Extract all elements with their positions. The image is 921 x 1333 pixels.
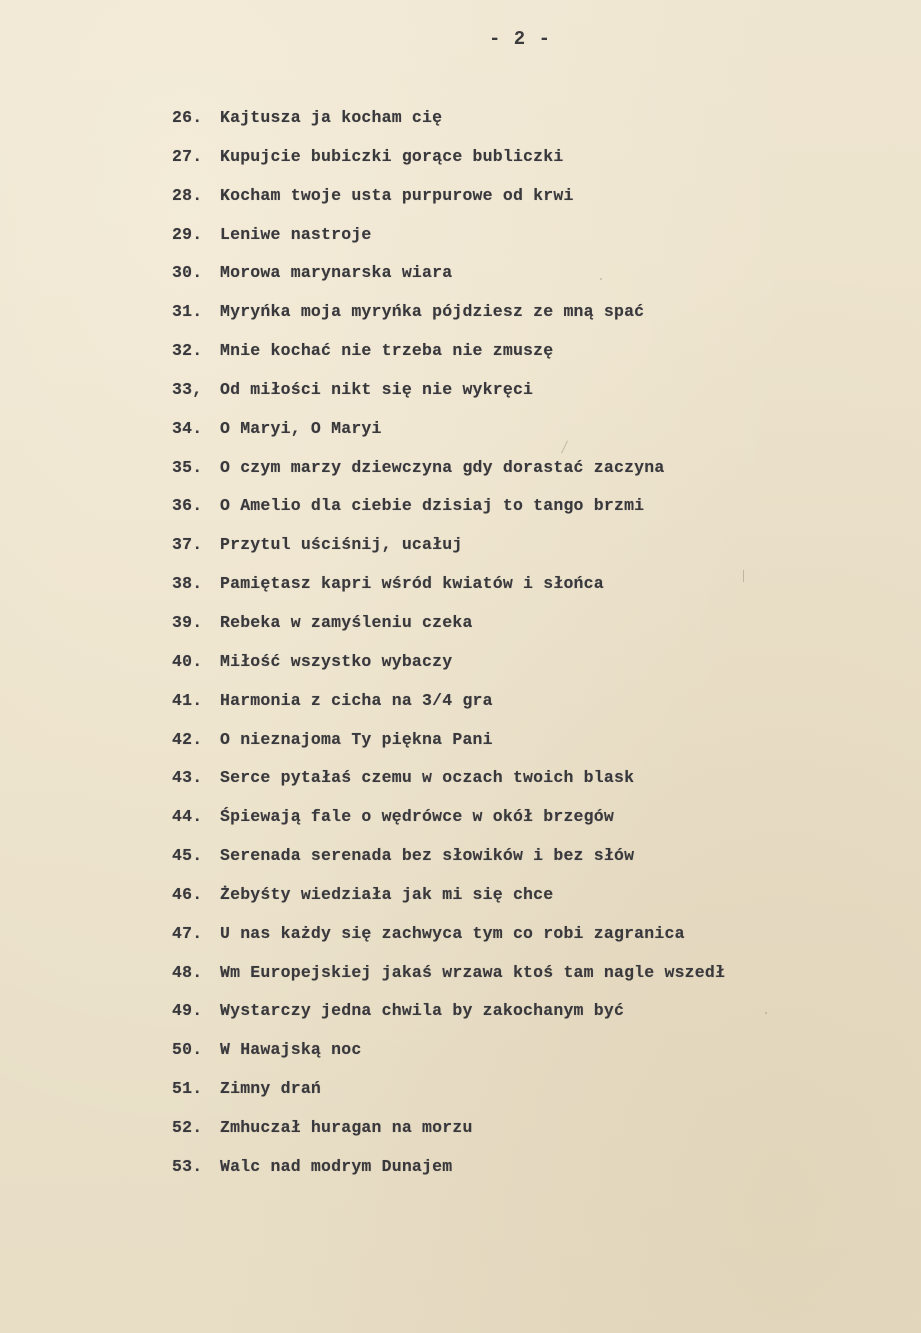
- item-title: Serce pytałaś czemu w oczach twoich blask: [220, 768, 635, 788]
- item-title: O Maryi, O Maryi: [220, 418, 382, 438]
- item-number: 49.: [172, 1001, 203, 1021]
- item-number: 34.: [172, 418, 203, 438]
- page-number: - 2 -: [488, 28, 551, 50]
- item-title: Wystarczy jedna chwila by zakochanym być: [220, 1001, 625, 1021]
- song-list: [172, 108, 725, 1196]
- item-number: 48.: [172, 962, 203, 982]
- list-item: [172, 108, 725, 147]
- list-item: [172, 186, 725, 225]
- list-item: [172, 574, 725, 613]
- list-item: [172, 263, 725, 302]
- item-number: 50.: [172, 1040, 203, 1060]
- item-number: 28.: [172, 185, 203, 205]
- list-item: [172, 302, 725, 341]
- item-number: 39.: [172, 612, 203, 632]
- item-number: 38.: [172, 574, 203, 594]
- list-item: [172, 885, 725, 924]
- paper-speck: [765, 1012, 767, 1014]
- item-number: 46.: [172, 884, 203, 904]
- item-title: Rebeka w zamyśleniu czeka: [220, 612, 473, 632]
- item-title: Leniwe nastroje: [220, 224, 372, 244]
- list-item: [172, 963, 725, 1002]
- item-title: Kupujcie bubiczki gorące bubliczki: [220, 146, 564, 166]
- list-item: [172, 846, 725, 885]
- item-number: 44.: [172, 807, 203, 827]
- item-number: 33,: [172, 379, 203, 399]
- list-item: [172, 652, 725, 691]
- list-item: [172, 1040, 725, 1079]
- item-title: Żebyśty wiedziała jak mi się chce: [220, 884, 554, 904]
- item-title: Kajtusza ja kocham cię: [220, 108, 443, 127]
- item-title: O nieznajoma Ty piękna Pani: [220, 729, 493, 749]
- item-number: 27.: [172, 146, 203, 166]
- item-title: Od miłości nikt się nie wykręci: [220, 379, 534, 399]
- list-item: [172, 924, 725, 963]
- item-number: 42.: [172, 729, 203, 749]
- list-item: [172, 1079, 725, 1118]
- item-number: 30.: [172, 263, 203, 283]
- list-item: [172, 458, 725, 497]
- item-title: Zmhuczał huragan na morzu: [220, 1117, 473, 1137]
- item-title: Pamiętasz kapri wśród kwiatów i słońca: [220, 574, 604, 594]
- item-number: 29.: [172, 224, 203, 244]
- list-item: [172, 1118, 725, 1157]
- list-item: [172, 496, 725, 535]
- item-number: 36.: [172, 496, 203, 516]
- item-number: 52.: [172, 1117, 203, 1137]
- item-number: 43.: [172, 768, 203, 788]
- item-number: 32.: [172, 341, 203, 361]
- item-number: 35.: [172, 457, 203, 477]
- item-title: Wm Europejskiej jakaś wrzawa ktoś tam nagle wszedł: [220, 962, 726, 982]
- pencil-mark: [743, 570, 744, 582]
- list-item: [172, 613, 725, 652]
- list-item: [172, 535, 725, 574]
- item-title: Miłość wszystko wybaczy: [220, 651, 453, 671]
- list-item: [172, 1001, 725, 1040]
- list-item: [172, 341, 725, 380]
- list-item: [172, 380, 725, 419]
- item-number: 51.: [172, 1079, 203, 1099]
- list-item: [172, 147, 725, 186]
- item-title: O Amelio dla ciebie dzisiaj to tango brzmi: [220, 496, 645, 516]
- item-title: O czym marzy dziewczyna gdy dorastać zaczyna: [220, 457, 665, 477]
- list-item: [172, 730, 725, 769]
- item-title: Harmonia z cicha na 3/4 gra: [220, 690, 493, 710]
- list-item: [172, 691, 725, 730]
- item-number: 45.: [172, 846, 203, 866]
- item-title: Mnie kochać nie trzeba nie zmuszę: [220, 341, 554, 361]
- item-title: Morowa marynarska wiara: [220, 263, 453, 283]
- item-title: W Hawajską noc: [220, 1040, 362, 1060]
- item-title: Zimny drań: [220, 1079, 322, 1099]
- item-title: Przytul uściśnij, ucałuj: [220, 535, 463, 555]
- paper-speck: [600, 278, 602, 280]
- item-title: Serenada serenada bez słowików i bez słów: [220, 846, 635, 866]
- item-number: 26.: [172, 108, 203, 127]
- list-item: [172, 807, 725, 846]
- item-number: 41.: [172, 690, 203, 710]
- item-title: Walc nad modrym Dunajem: [220, 1156, 453, 1176]
- item-number: 47.: [172, 923, 203, 943]
- list-item: [172, 768, 725, 807]
- item-title: U nas każdy się zachwyca tym co robi zagranica: [220, 923, 685, 943]
- item-title: Kocham twoje usta purpurowe od krwi: [220, 185, 574, 205]
- item-title: Myryńka moja myryńka pójdziesz ze mną spać: [220, 302, 645, 322]
- item-title: Śpiewają fale o wędrówce w okół brzegów: [220, 807, 614, 827]
- item-number: 40.: [172, 651, 203, 671]
- item-number: 53.: [172, 1156, 203, 1176]
- list-item: [172, 419, 725, 458]
- list-item: [172, 1157, 725, 1196]
- item-number: 37.: [172, 535, 203, 555]
- list-item: [172, 225, 725, 264]
- item-number: 31.: [172, 302, 203, 322]
